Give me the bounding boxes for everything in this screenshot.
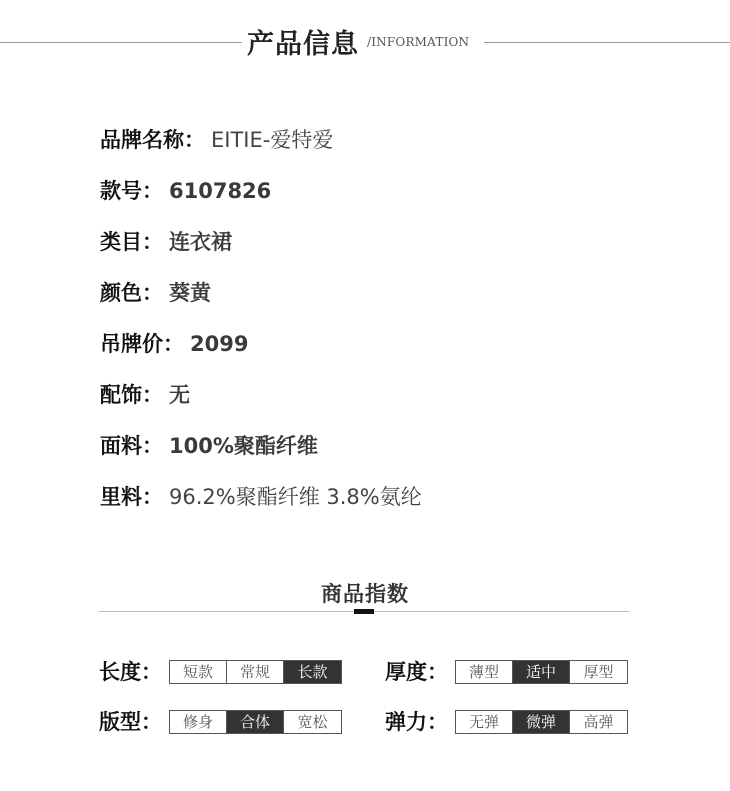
info-separator: ： [142,179,163,203]
info-separator: ： [142,281,163,305]
info-label: 品牌名称 [100,128,184,152]
info-row-color [100,279,211,307]
fit-options [169,710,342,734]
option-no-stretch: 无弹 [456,711,513,733]
option-long: 长款 [284,661,341,683]
info-separator: ： [142,230,163,254]
info-value: 连衣裙 [169,230,232,254]
option-slim: 修身 [170,711,227,733]
info-value: 葵黄 [169,281,211,305]
info-row-fabric [100,432,318,460]
info-separator: ： [142,434,163,458]
section-title: 产品信息 [247,29,359,60]
thickness-options [455,660,628,684]
option-slight-stretch: 微弹 [513,711,570,733]
info-row-style-number [100,177,271,205]
length-options [169,660,342,684]
index-title: 商品指数 [321,582,409,606]
info-label: 里料 [100,485,142,509]
header-rule-left [0,42,242,43]
info-separator: ： [142,485,163,509]
info-separator: ： [163,332,184,356]
info-row-accessory [100,381,190,409]
info-row-lining [100,483,422,511]
attr-label-stretch: 弹力： [385,710,448,734]
info-separator: ： [184,128,205,152]
option-thin: 薄型 [456,661,513,683]
info-label: 配饰 [100,383,142,407]
section-subtitle: /INFORMATION [367,35,470,49]
info-label: 颜色 [100,281,142,305]
info-value: 2099 [190,332,249,356]
info-row-category [100,228,232,256]
option-high-stretch: 高弹 [570,711,627,733]
header-rule-right [484,42,730,43]
index-marker [354,609,374,614]
option-regular: 常规 [227,661,284,683]
info-row-brand [100,126,333,154]
option-short: 短款 [170,661,227,683]
option-medium: 适中 [513,661,570,683]
attr-label-fit: 版型： [99,710,162,734]
stretch-options [455,710,628,734]
info-separator: ： [142,383,163,407]
info-label: 吊牌价 [100,332,163,356]
info-value: 100%聚酯纤维 [169,434,318,458]
info-value: 96.2%聚酯纤维 3.8%氨纶 [169,485,422,509]
attr-label-length: 长度： [99,660,162,684]
info-value: 6107826 [169,179,272,203]
attr-label-thickness: 厚度： [385,660,448,684]
info-value: EITIE-爱特爱 [211,128,334,152]
option-thick: 厚型 [570,661,627,683]
option-fitted: 合体 [227,711,284,733]
info-label: 款号 [100,179,142,203]
info-row-price [100,330,248,358]
option-loose: 宽松 [284,711,341,733]
info-value: 无 [169,383,190,407]
info-label: 类目 [100,230,142,254]
info-label: 面料 [100,434,142,458]
